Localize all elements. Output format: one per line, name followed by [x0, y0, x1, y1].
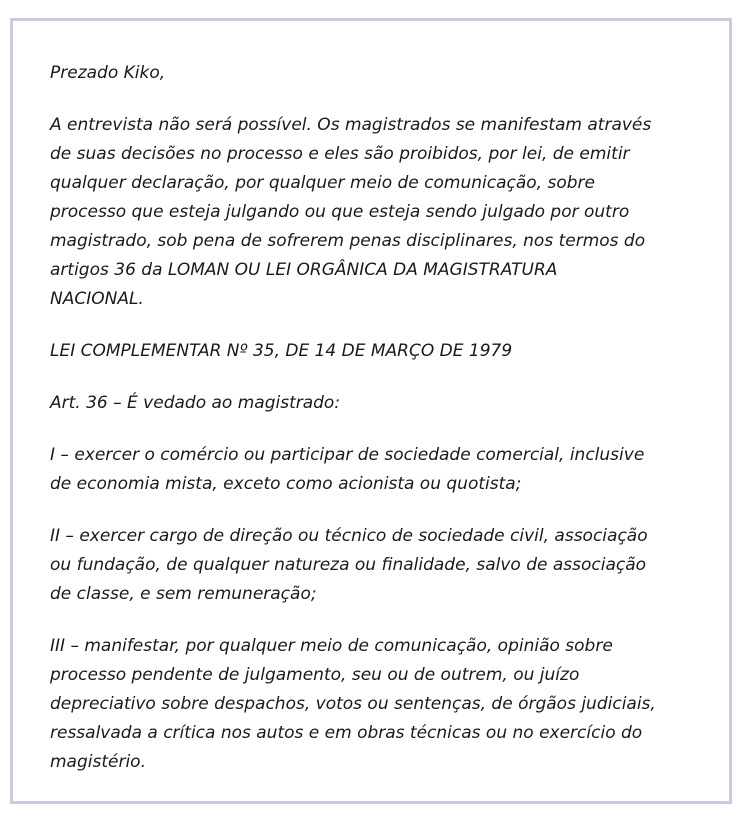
- body-line: processo que esteja julgando ou que esteja sendo julgado por outro: [50, 202, 630, 222]
- body-line: A entrevista não será possível. Os magistrados se manifestam através: [50, 115, 652, 135]
- letter-frame: [10, 18, 732, 804]
- item-ii-line: II – exercer cargo de direção ou técnico de sociedade civil, associação: [50, 526, 648, 546]
- item-iii-line: magistério.: [50, 752, 146, 772]
- body-line: NACIONAL.: [50, 289, 144, 309]
- law-title: [50, 337, 710, 366]
- item-ii-line: de classe, e sem remuneração;: [50, 584, 317, 604]
- article-heading-line: Art. 36 – É vedado ao magistrado:: [50, 393, 341, 413]
- law-title-line: LEI COMPLEMENTAR Nº 35, DE 14 DE MARÇO DE 1979: [50, 341, 513, 361]
- body-line: magistrado, sob pena de sofrerem penas disciplinares, nos termos do: [50, 231, 646, 251]
- body-line: de suas decisões no processo e eles são proibidos, por lei, de emitir: [50, 144, 630, 164]
- letter-content: [50, 59, 710, 800]
- greeting-line: Prezado Kiko,: [50, 63, 166, 83]
- item-ii: [50, 522, 710, 609]
- body-line: artigos 36 da LOMAN OU LEI ORGÂNICA DA MAGISTRATURA: [50, 260, 558, 280]
- item-iii-line: ressalvada a crítica nos autos e em obras técnicas ou no exercício do: [50, 723, 643, 743]
- item-iii-line: depreciativo sobre despachos, votos ou sentenças, de órgãos judiciais,: [50, 694, 656, 714]
- item-i-line: de economia mista, exceto como acionista ou quotista;: [50, 474, 522, 494]
- item-iii: [50, 632, 710, 777]
- greeting: [50, 59, 710, 88]
- item-i-line: I – exercer o comércio ou participar de sociedade comercial, inclusive: [50, 445, 645, 465]
- item-i: [50, 441, 710, 499]
- body-line: qualquer declaração, por qualquer meio de comunicação, sobre: [50, 173, 595, 193]
- item-ii-line: ou fundação, de qualquer natureza ou finalidade, salvo de associação: [50, 555, 647, 575]
- body-paragraph: [50, 111, 710, 314]
- item-iii-line: III – manifestar, por qualquer meio de comunicação, opinião sobre: [50, 636, 613, 656]
- article-heading: [50, 389, 710, 418]
- item-iii-line: processo pendente de julgamento, seu ou de outrem, ou juízo: [50, 665, 580, 685]
